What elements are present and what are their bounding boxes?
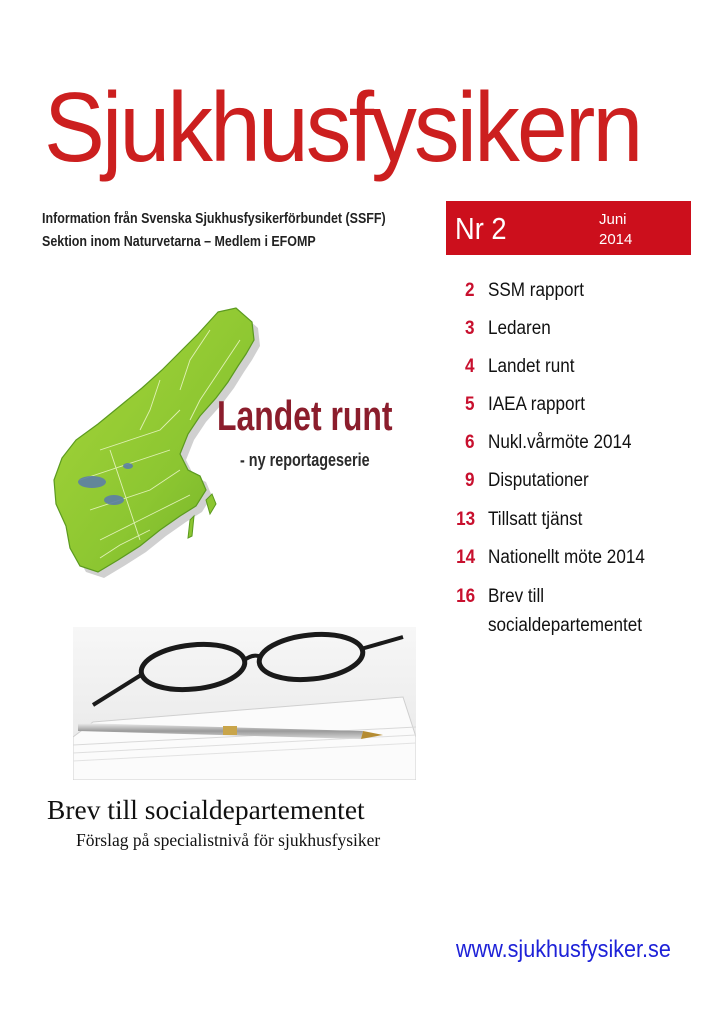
toc-page-number: 14 [455,547,475,568]
toc-page-number: 5 [465,394,475,415]
toc-page-number: 4 [465,356,475,377]
toc-title: Ledaren [488,318,551,339]
toc-title: Nukl.vårmöte 2014 [488,432,632,453]
toc-title: IAEA rapport [488,394,585,415]
toc-title: Nationellt möte 2014 [488,547,645,568]
website-link[interactable]: www.sjukhusfysiker.se [456,936,671,963]
map-land [54,308,254,572]
toc-page-number: 16 [455,586,475,607]
toc-title: Brev till [488,586,545,607]
toc-page-number: 13 [455,509,475,530]
toc-title-line-2: socialdepartementet [488,615,642,636]
toc-page-number: 2 [465,280,475,301]
toc-page-number: 3 [465,318,475,339]
toc-title: Disputationer [488,470,589,491]
toc-page-number: 6 [465,432,475,453]
issue-year: 2014 [599,231,633,248]
issue-number: Nr 2 [455,211,507,246]
sweden-map-illustration [40,300,270,580]
toc-title: Tillsatt tjänst [488,509,583,530]
story-headline: Brev till socialdepartementet [47,794,365,825]
masthead-title: Sjukhusfysikern [44,72,641,182]
story-subline: Förslag på specialistnivå för sjukhusfysiker [76,830,381,850]
feature-subline: - ny reportageserie [240,450,370,470]
toc-title: Landet runt [488,356,575,377]
toc-title: SSM rapport [488,280,584,301]
issue-bar [446,201,691,255]
subtitle-line-2: Sektion inom Naturvetarna – Medlem i EFOMP [42,234,316,250]
issue-month: Juni [599,211,627,228]
glasses-pen-book-photo [73,627,416,780]
toc-page-number: 9 [465,470,475,491]
feature-headline: Landet runt [217,392,393,439]
subtitle-line-1: Information från Svenska Sjukhusfysikerförbundet (SSFF) [42,211,386,227]
